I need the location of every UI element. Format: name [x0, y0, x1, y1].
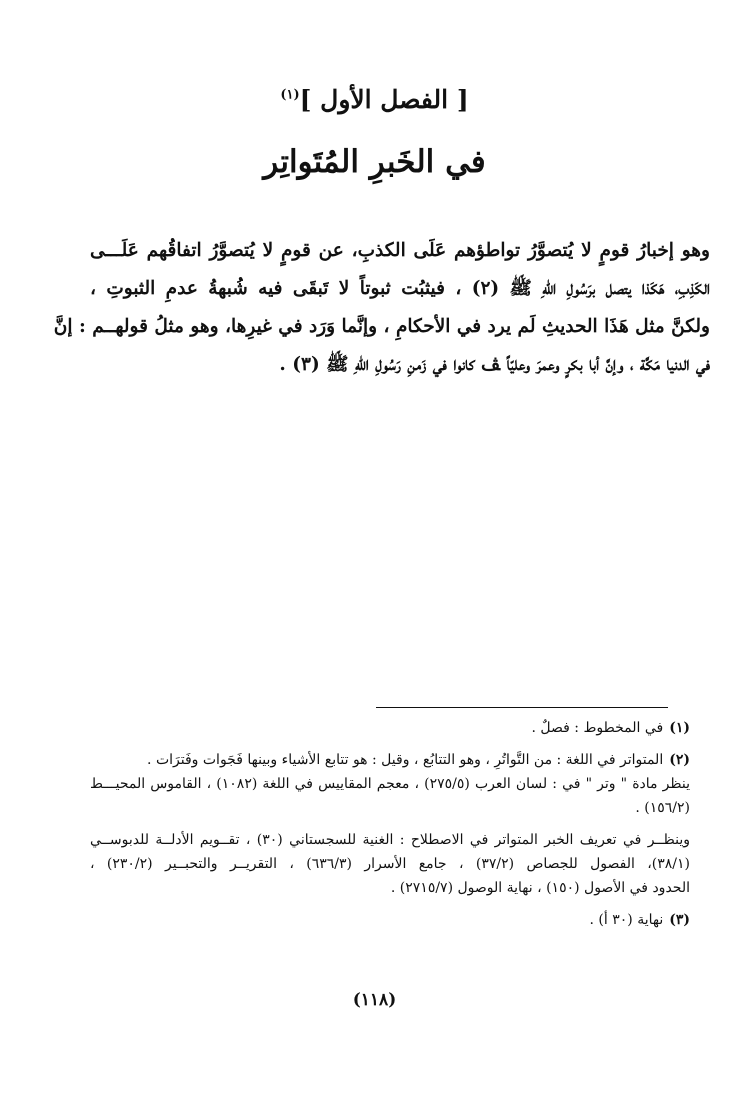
footnote-1-number: (١)	[669, 720, 690, 736]
footnote-2-number: (٢)	[669, 752, 690, 768]
footnote-1	[90, 716, 690, 740]
paragraph-line-4: في الدنيا مَكَّة ، وإنَّ أبا بكرٍ وعمرَ وعليّاً ﭫ كانوا في زَمنِ رَسُولِ اللهِ ﷺ (٣) .	[279, 354, 710, 375]
footnote-2-line-2: ينظر مادة " وتر " في : لسان العرب (٢٧٥/٥) ، معجم المقاييس في اللغة (١٠٨٢) ، القاموس المحيـــط	[90, 776, 690, 792]
footnote-2-line-5: (٣٨/١)، الفصول للجصاص (٣٧/٢) ، جامع الأسرار (٦٣٦/٣) ، التقريــر والتحبــير (٢٣٠/٢) ،	[90, 856, 691, 872]
footnote-2-line-4: وينظــر في تعريف الخبر المتواتر في الاصطلاح : الغنية للسجستاني (٣٠) ، تقــويم الأدلــة للدبوســي	[90, 832, 690, 848]
paragraph-line-1: وهو إخبارُ قومٍ لا يُتصوَّرُ تواطؤهم عَلَى الكذبِ، عن قومٍ لا يُتصوَّرُ اتفاقُهم عَلَـــى	[90, 240, 710, 261]
footnote-2-text: المتواتر في اللغة : من التَّواتُرِ ، وهو التتابُع ، وقيل : هو تتابع الأشياء وبينها فَجَوات وفَترَات .	[147, 752, 664, 768]
chapter-title: [ الفصل الأول ]	[299, 85, 469, 114]
footnote-1-text: في المخطوط : فصلٌ .	[531, 720, 664, 736]
subject-heading: في الخَبرِ المُتَواتِر	[263, 144, 486, 180]
paragraph-line-3: ولكنَّ مثل هَذَا الحديثِ لَم يرد في الأحكامِ ، وإنَّما وَرَد في غيرِها، وهو مثلُ قولهــم : إنَّ	[53, 316, 710, 337]
footnote-3-number: (٣)	[669, 912, 690, 928]
chapter-heading	[0, 80, 749, 120]
footnote-3	[90, 908, 690, 932]
chapter-footnote-ref[interactable]: (١)	[280, 87, 300, 103]
page-number: (١١٨)	[352, 990, 397, 1010]
footnote-2	[90, 748, 690, 772]
footnotes-section	[90, 716, 690, 932]
main-paragraph	[53, 232, 710, 384]
footnote-separator	[376, 707, 668, 708]
footnote-2-line-6: الحدود في الأصول (١٥٠) ، نهاية الوصول (٢٧١٥/٧) .	[390, 880, 690, 896]
footnote-3-text: نهاية (٣٠ أ) .	[589, 912, 664, 928]
footnote-2-line-3: (١٥٦/٢) .	[635, 800, 690, 816]
paragraph-line-2: الكَذِبِ، هَكَذا يتصل برَسُولِ اللهِ ﷺ (٢) ، فيثبُت ثبوتاً لا تَبقَى فيه شُبهةُ عدمِ الثبوتِ ،	[90, 278, 710, 299]
